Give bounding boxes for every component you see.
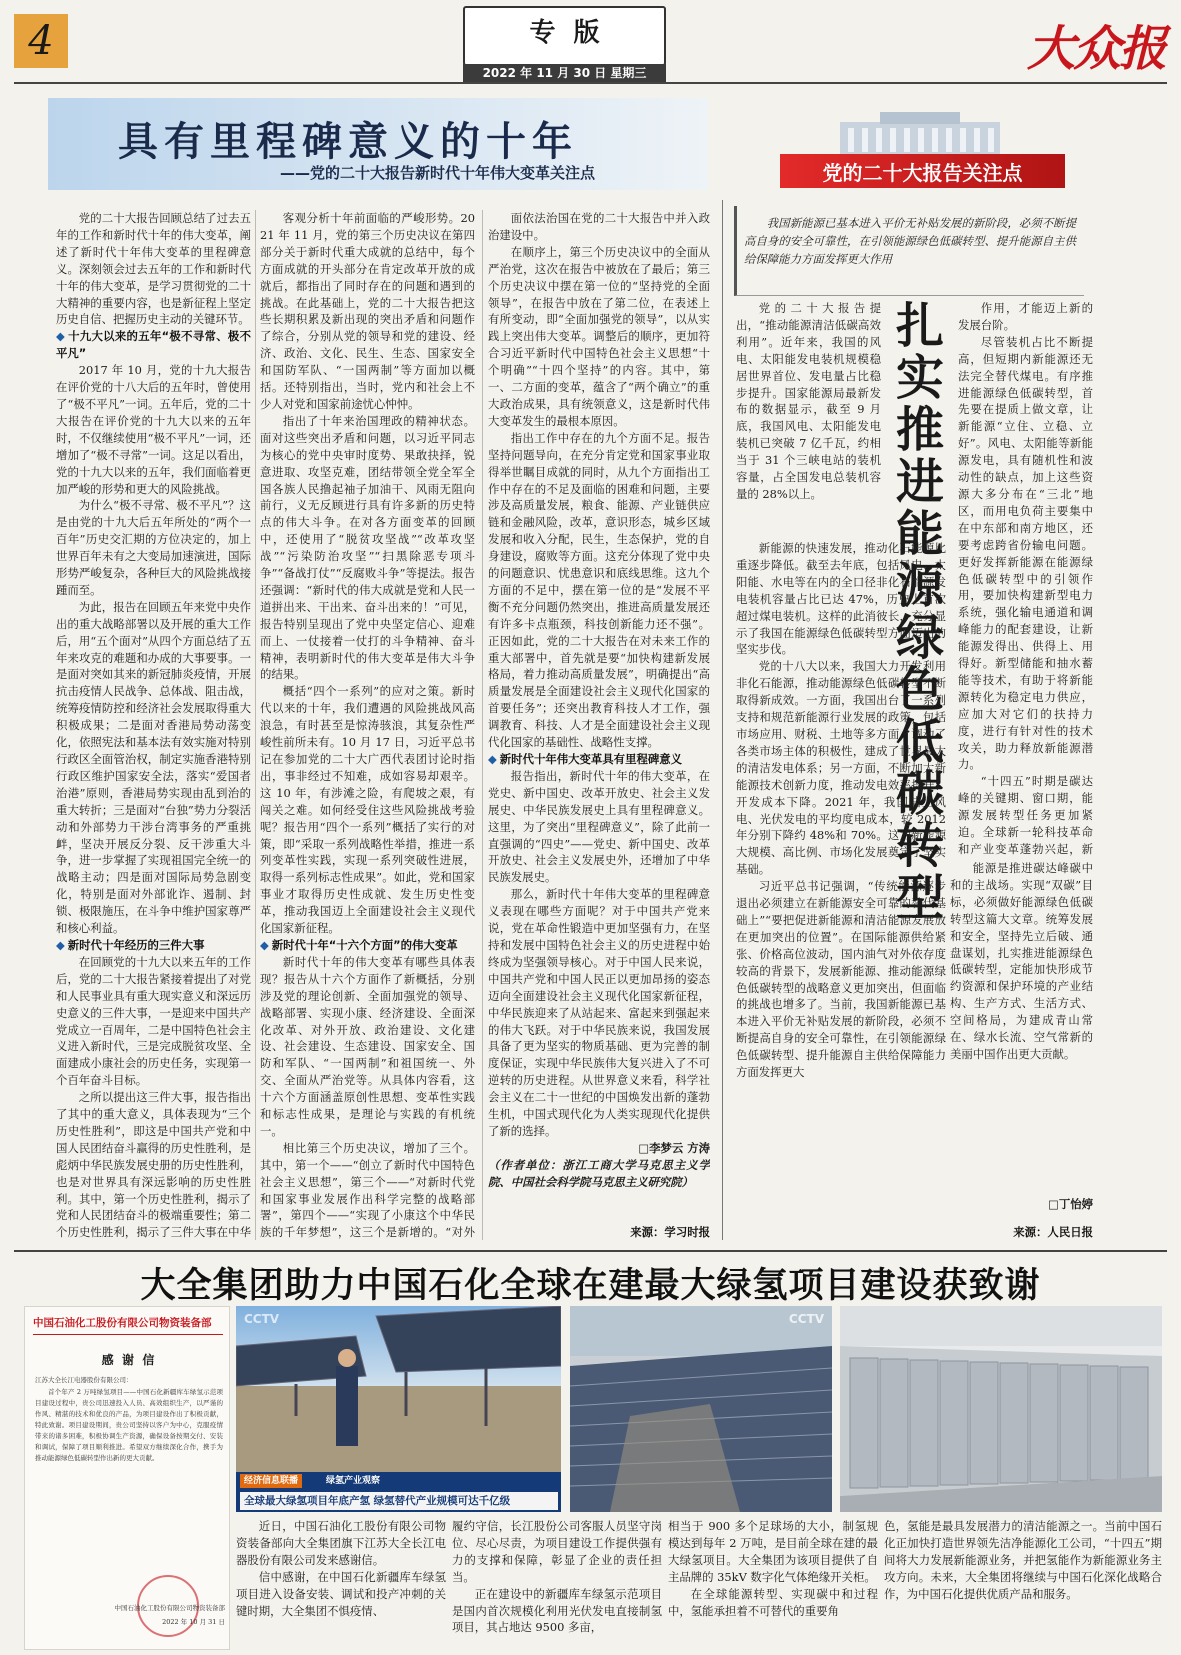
feature-headline: 大全集团助力中国石化全球在建最大绿氢项目建设获致谢 xyxy=(140,1266,1041,1306)
title-character: 能 xyxy=(895,506,944,562)
letter-org-header: 中国石油化工股份有限公司物资装备部 xyxy=(33,1315,223,1335)
paragraph: 指出了十年来治国理政的精神状态。面对这些突出矛盾和问题，以习近平同志为核心的党中央审时度势、果敢抉择，锐意进取、攻坚克难，团结带领全党全军全国各族人民撸起袖子加油干、风雨无阻向前行，义无反顾进行具有许多新的历史特点的伟大斗争。在对各方面变革的回顾中，还使用了“脱贫攻坚战”“改革攻坚战”“污染防治攻坚”“扫黑除恶专项斗争”“备战打仗”“反腐败斗争”等提法。报告还强调：“新时代的伟大成就是党和人民一道拼出来、干出来、奋斗出来的！”可见，报告特别呈现出了党中央坚定信心、迎难而上、一仗接着一仗打的斗争精神、奋斗精神，表明新时代的伟大变革是伟大斗争的结果。 xyxy=(260,413,475,682)
solar-field-image xyxy=(236,1306,561,1472)
switchgear-cabinets-image xyxy=(840,1306,1162,1512)
paragraph: 尽管装机占比不断提高，但短期内新能源还无法完全替代煤电。有序推进能源绿色低碳转型，首先要在提质上做文章，让新能源“立住、立稳、立好”。风电、太阳能等新能源发电，具有随机性和波动性的缺点，加上这些资源大多分布在“三北”地区，而用电负荷主要集中在中东部和南方地区，还要考虑跨省份输电问题。更好发挥新能源在能源绿色低碳转型中的引领作用，要加快构建新型电力系统，强化输电通道和调峰能力的配套建设，让新能源发得出、供得上、用得好。新型储能和抽水蓄能等技术，有助于将新能源转化为稳定电力供应，应加大对它们的扶持力度，进行有针对性的技术攻关，助力释放新能源潜力。 xyxy=(958,334,1093,772)
article1-column-1 xyxy=(56,210,251,1240)
article2-credit: 来源：人民日报 xyxy=(1013,1225,1093,1239)
paragraph: 指出工作中存在的九个方面不足。报告坚持问题导向，在充分肯定党和国家事业取得举世瞩目成就的同时，从九个方面指出工作中存在的不足及面临的困难和问题，主要涉及高质量发展，粮食、能源、产业链供应链和金融风险，改革，意识形态，城乡区域发展和收入分配，民生，生态保护，党的自身建设，腐败等方面。这充分体现了党中央的问题意识、忧患意识和底线思维。这九个方面的不足中，摆在第一位的是“发展不平衡不充分问题仍然突出，推进高质量发展还有许多卡点瓶颈，科技创新能力还不强”。正因如此，党的二十大报告在对未来工作的重大部署中，首先就是要“加快构建新发展格局，着力推动高质量发展”，明确提出“高质量发展是全面建设社会主义现代化国家的首要任务”；还突出教育科技人才工作，强调教育、科技、人才是全面建设社会主义现代化国家的基础性、战略性支撑。 xyxy=(488,430,710,750)
feature-column-4 xyxy=(884,1518,1162,1650)
page-number-box xyxy=(14,14,68,68)
letter-body: 首个年产 2 万吨绿氢项目——中国石化新疆库车绿氢示范项目建设过程中，贵公司迅速投入人员、高效组织生产，以严谨的作风、精湛的技术和优良的产品，为项目建设作出了积极贡献，特此致谢。项目建设期间，贵公司坚持以客户为中心，克服疫情带来的诸多困难，积极协调生产资源，确保设备按期交付、安装和调试，保障了项目顺利推进。希望双方继续深化合作，携手为推动能源绿色低碳转型作出新的更大贡献。 xyxy=(35,1388,223,1462)
byline: □李梦云 方涛 xyxy=(638,1140,710,1155)
column-divider xyxy=(482,210,483,1240)
article2-byline: □丁怡婷 xyxy=(1048,1197,1093,1211)
paragraph: 新能源的快速发展，推动化石能源比重逐步降低。截至去年底，包括风电、太阳能、水电等在内的全口径非化石能源发电装机容量占比已达 47%，历史上首次超过煤电装机。这样的此消彼长，充分显示了我国在能源绿色低碳转型方面迈出的坚实步伐。 xyxy=(736,541,946,657)
article2-column-1-continued xyxy=(736,540,946,1240)
letter-closing: 中国石油化工股份有限公司物资装备部 xyxy=(114,1604,225,1612)
paragraph: 习近平总书记强调，“传统能源逐步退出必须建立在新能源安全可靠的替代基础上”“要把促进新能源和清洁能源发展放在更加突出的位置”。在国际能源供给紧张、价格高位波动，国内油气对外依存度较高的背景下，发展新能源、推动能源绿色低碳转型的战略意义更加突出，但面临的挑战也增多了。当前，我国新能源已基本进入平价无补贴发展的新阶段，必须不断提高自身的安全可靠性，在引领能源绿色低碳转型、提升能源自主供给保障能力方面发挥更大 xyxy=(736,879,946,1080)
feature-column-1 xyxy=(236,1518,446,1650)
paragraph: “十四五”时期是碳达峰的关键期、窗口期，能源发展转型任务更加紧迫。全球新一轮科技革命和产业变革蓬勃兴起，新 xyxy=(958,774,1093,856)
title-character: 源 xyxy=(895,558,944,614)
subheading xyxy=(488,751,710,768)
diamond-bullet-icon: ◆ xyxy=(56,937,65,952)
banner-title: 具有里程碑意义的十年 xyxy=(118,118,578,165)
paragraph-continued: 相当于 900 多个足球场的大小，制氢规模达到每年 2 万吨，是目前全球在建的最大绿氢项目。大全集团为该项目提供了自主品牌的 35kV 数字化气体绝缘开关柜。 xyxy=(668,1519,878,1584)
great-hall-icon xyxy=(820,104,1020,160)
photo2-watermark: CCTV xyxy=(788,1312,824,1326)
paragraph: 作用，才能迈上新的发展台阶。 xyxy=(958,301,1093,332)
title-character: 型 xyxy=(895,870,944,926)
paragraph: 相比第三个历史决议，增加了三个。其中，第一个——“创立了新时代中国特色社会主义思想”，第三个——“对新时代党和国家事业发展作出科学完整的战略部署”，第四个——“实现了小康这个中华民族的千年梦想”，这三个是新增的。“对外 xyxy=(260,1140,475,1240)
article1-credit: 来源：学习时报 xyxy=(630,1225,710,1239)
title-character: 低 xyxy=(895,714,944,770)
aerial-solar-image xyxy=(570,1306,832,1512)
section-divider xyxy=(722,200,723,1240)
header-rule xyxy=(14,82,1167,84)
subheading-text: 新时代十年“十六个方面”的伟大变革 xyxy=(271,937,458,952)
issue-date: 2022 年 11 月 30 日 星期三 xyxy=(463,64,666,82)
paragraph: 信中感谢，在中国石化新疆库车绿氢项目进入设备安装、调试和投产冲刺的关键时期，大全集团不惧疫情、 xyxy=(236,1569,446,1618)
article2-column-2 xyxy=(958,300,1093,860)
article2-lead: 我国新能源已基本进入平价无补贴发展的新阶段，必须不断提高自身的安全可靠性，在引领能源绿色低碳转型、提升能源自主供给保障能力方面发挥更大作用 xyxy=(744,216,1076,266)
paragraph-continued: 色，氢能是最具发展潜力的清洁能源之一。当前中国石化正加快打造世界领先洁净能源化工公司，“十四五”期间将大力发展新能源业务，并把氢能作为新能源业务主攻方向。未来，大全集团将继续与中国石化深化战略合作，为中国石化提供优质产品和服务。 xyxy=(884,1519,1162,1601)
thank-you-letter xyxy=(24,1306,230,1650)
building-graphic xyxy=(820,104,1020,160)
photo1-watermark: CCTV xyxy=(244,1312,280,1326)
paragraph: 之所以提出这三件大事，报告指出了其中的重大意义，具体表现为“三个历史性胜利”，即这是中国共产党和中国人民团结奋斗赢得的历史性胜利，是彪炳中华民族发展史册的历史性胜利，也是对世界具有深远影响的历史性胜利。其中，第一个历史性胜利，揭示了党和人民团结奋斗的极端重要性；第二个历史性胜利，揭示了三件大事在中华 xyxy=(56,1090,251,1240)
diamond-bullet-icon: ◆ xyxy=(56,329,66,344)
author-affiliation: （作者单位：浙江工商大学马克思主义学院、中国社会科学院马克思主义研究院） xyxy=(488,1157,710,1189)
article1-column-2 xyxy=(260,210,475,1240)
subheading xyxy=(56,328,251,362)
news-ticker xyxy=(236,1472,561,1512)
ticker-topic: 绿氢产业观察 xyxy=(326,1476,381,1486)
ticker-caption: 全球最大绿氢项目年底产氢 绿氢替代产业规模可达千亿级 xyxy=(240,1492,558,1510)
paragraph: 在顺序上，第三个历史决议中的全面从严治党，这次在报告中被放在了最后；第三个历史决议中摆在第一位的“坚持党的全面领导”，在报告中放在了第二位，在表述上有所变动，即“全面加强党的领导”，以从实践上突出伟大变革。调整后的顺序，更加符合习近平新时代中国特色社会主义思想“十个明确”“十四个坚持”的内容。其中，第一、二方面的变革，蕴含了“两个确立”的重大政治成果，具有统领意义，这是新时代伟大变革发生的最根本原因。 xyxy=(488,244,710,428)
letter-date: 2022 年 10 月 31 日 xyxy=(162,1618,225,1626)
title-character: 实 xyxy=(895,350,944,406)
paragraph: 报告指出，新时代十年的伟大变革，在党史、新中国史、改革开放史、社会主义发展史、中华民族发展史上具有里程碑意义。这里，为了突出“里程碑意义”，除了此前一直强调的“四史”——党史、新中国史、改革开放史、社会主义发展史外，还增加了中华民族发展史。 xyxy=(488,768,710,885)
subheading xyxy=(260,937,475,954)
feature-column-3 xyxy=(668,1518,878,1650)
feature-column-2 xyxy=(452,1518,662,1650)
title-character: 转 xyxy=(895,818,944,874)
paragraph: 客观分析十年前面临的严峻形势。2021 年 11 月，党的第三个历史决议在第四部分关于新时代重大成就的总结中，每个方面成就的开头部分在肯定改革开放的成就后，都指出了同时存在的问题和遇到的挑战。在此基础上，党的二十大报告把这些长期积累及新出现的突出矛盾和问题作了综合，分别从党的领导和党的建设、经济、政治、文化、民生、生态、国家安全和国防军队、“一国两制”等方面加以概括。还特别指出，当时，党内和社会上不少人对党和国家前途忧心忡忡。 xyxy=(260,211,475,411)
paragraph: 正在建设中的新疆库车绿氢示范项目是国内首次规模化利用光伏发电直接制氢项目，其占地达 9500 多亩， xyxy=(452,1586,662,1635)
paragraph: 能源是推进碳达峰碳中和的主战场。实现“双碳”目标，必须做好能源绿色低碳转型这篇大文章。统筹发展和安全，坚持先立后破、通盘谋划，扎实推进能源绿色低碳转型，定能加快形成节约资源和保护环境的产业结构、生产方式、生活方式、空间格局，为建成青山常在、绿水长流、空气常新的美丽中国作出更大贡献。 xyxy=(950,861,1093,1061)
paragraph: 党的二十大报告回顾总结了过去五年的工作和新时代十年的伟大变革，阐述了新时代十年伟大变革的里程碑意义。深刻领会过去五年的工作和新时代十年的伟大变革，是学习贯彻党的二十大精神的重要内容，也是新征程上坚定历史自信、把握历史主动的关键环节。 xyxy=(56,211,251,327)
ticker-tag: 经济信息联播 xyxy=(240,1474,302,1488)
subheading-text: 十九大以来的五年“极不寻常、极不平凡” xyxy=(56,329,251,361)
letter-title: 感 谢 信 xyxy=(101,1353,155,1367)
paragraph: 概括“四个一系列”的应对之策。新时代以来的十年，我们遭遇的风险挑战风高浪急，有时甚至是惊涛骇浪，其复杂性严峻性前所未有。10 月 17 日，习近平总书记在参加党的二十大广西代表团讨论时指出，事非经过不知难，成如容易却艰辛。这 10 年，有涉滩之险，有爬坡之艰，有闯关之难。如何经受住这些风险挑战考验呢？报告用“四个一系列”概括了实行的对策，即“采取一系列战略性举措，推进一系列变革性实践，实现一系列突破性进展，取得一系列标志性成果”。如此，党和国家事业才取得历史性成就、发生历史性变革，推动我国迈上全面建设社会主义现代化国家新征程。 xyxy=(260,684,475,936)
title-character: 碳 xyxy=(895,766,944,822)
title-character: 进 xyxy=(895,454,944,510)
paragraph: 近日，中国石油化工股份有限公司物资装备部向大全集团旗下江苏大全长江电器股份有限公司发来感谢信。 xyxy=(236,1519,446,1567)
banner-subtitle: ——党的二十大报告新时代十年伟大变革关注点 xyxy=(280,164,596,182)
paragraph: 2017 年 10 月，党的十九大报告在评价党的十八大后的五年时，曾使用了“极不平凡”一词。五年后，党的二十大报告在评价党的十九大以来的五年时，不仅继续使用“极不平凡”一词，还增加了“极不寻常”一词。这足以看出，党的十九大以来的五年，我们面临着更加严峻的形势和更大的风险挑战。 xyxy=(56,363,251,496)
solar-news-photo xyxy=(236,1306,561,1472)
paragraph: 在回顾党的十九大以来五年的工作后，党的二十大报告紧接着提出了对党和人民事业具有重大现实意义和深远历史意义的三件大事，一是迎来中国共产党成立一百周年，二是中国特色社会主义进入新时代，三是完成脱贫攻坚、全面建成小康社会的历史任务，实现第一个百年奋斗目标。 xyxy=(56,954,251,1088)
column-divider xyxy=(255,210,256,1240)
title-character: 绿 xyxy=(895,610,944,666)
subheading xyxy=(56,937,251,954)
paragraph: 那么，新时代十年伟大变革的里程碑意义表现在哪些方面呢？对于中国共产党来说，党在革命性锻造中更加坚强有力，在坚持和发展中国特色社会主义的历史进程中始终成为坚强领导核心。对于中国人民来说，中国共产党和中国人民正以更加昂扬的姿态迈向全面建设社会主义现代化国家新征程，中华民族迎来了从站起来、富起来到强起来的伟大飞跃。对于中华民族来说，我国发展具备了更为坚实的物质基础、更为完善的制度保证，实现中华民族伟大复兴进入了不可逆转的历史进程。从世界意义来看，科学社会主义在二十一世纪的中国焕发出新的蓬勃生机，中国式现代化为人类实现现代化提供了新的选择。 xyxy=(488,887,710,1138)
paragraph: 党的十八大以来，我国大力开发利用非化石能源，推动能源绿色低碳转型不断取得新成效。一方面，我国出台了一系列支持和规范新能源行业发展的政策，包括市场应用、财税、土地等多方面，调动了各类市场主体的积极性，建成了世界最大的清洁发电体系；另一方面，不断加大新能源技术创新力度，推动发电效率提升、开发成本下降。2021 年，我国陆上风电、光伏发电的平均度电成本，较 2012 年分别下降约 48%和 70%。这为新能源大规模、高比例、市场化发展奠定了坚实基础。 xyxy=(736,659,946,877)
paragraph: 面依法治国在党的二十大报告中并入政治建设中。 xyxy=(488,211,710,242)
page-number: 4 xyxy=(28,18,54,64)
title-character: 推 xyxy=(895,402,944,458)
paragraph: 在全球能源转型、实现碳中和过程中，氢能承担着不可替代的重要角 xyxy=(668,1586,878,1618)
newspaper-logo: 大众报 xyxy=(1026,21,1165,77)
subheading-text: 新时代十年经历的三件大事 xyxy=(67,937,205,952)
paragraph-continued: 履约守信，长江股份公司客服人员坚守岗位、尽心尽责，为项目建设工作提供强有力的支撑和保障，彰显了企业的责任担当。 xyxy=(452,1519,662,1584)
article2-column-2-continued xyxy=(950,860,1093,1172)
article1-column-3 xyxy=(488,210,710,1220)
letter-salutation: 江苏大全长江电器股份有限公司： xyxy=(35,1376,133,1384)
section-label: 专 版 xyxy=(529,18,600,48)
paragraph: 为什么“极不寻常、极不平凡”？这是由党的十九大后五年所处的“两个一百年”历史交汇期的方位决定的，加上世界百年未有之大变局加速演进，国际形势严峻复杂，各种巨大的风险挑战接踵而至。 xyxy=(56,498,251,597)
title-character: 色 xyxy=(895,662,944,718)
diamond-bullet-icon: ◆ xyxy=(488,752,497,766)
paragraph: 党的二十大报告提出，“推动能源清洁低碳高效利用”。近年来，我国的风电、太阳能发电装机规模稳居世界首位、发电量占比稳步提升。国家能源局最新发布的数据显示，截至 9 月底，我国风电、太阳能发电装机已突破 7 亿千瓦，约相当于 31 个三峡电站的装机容量，占全国发电总装机容量的 28%以上。 xyxy=(736,301,881,501)
subheading-text: 新时代十年伟大变革具有里程碑意义 xyxy=(499,752,683,766)
section-rule xyxy=(14,1250,1167,1252)
paragraph: 为此，报告在回顾五年来党中央作出的重大战略部署以及开展的重大工作后，用“五个面对”从四个方面总结了五年来攻克的难题和办成的大事要事。一是面对突如其来的新冠肺炎疫情，开展抗击疫情人民战争、总体战、阻击战，统筹疫情防控和经济社会发展取得重大积极成果；二是面对香港局势动荡变化，依照宪法和基本法有效实施对特别行政区全面管治权，制定实施香港特别行政区维护国家安全法，落实“爱国者治港”原则，香港局势实现由乱到治的重大转折；三是面对“台独”势力分裂活动和外部势力干涉台湾事务的严重挑衅，坚决开展反分裂、反干涉重大斗争，进一步掌握了实现祖国完全统一的战略主动；四是面对国际局势急剧变化，特别是面对外部讹诈、遏制、封锁、极限施压，在斗争中维护国家尊严和核心利益。 xyxy=(56,599,251,936)
paragraph: 新时代十年的伟大变革有哪些具体表现？报告从十六个方面作了新概括，分别涉及党的理论创新、全面加强党的领导、战略部署、实现小康、经济建设、全面深化改革、对外开放、政治建设、文化建设、社会建设、生态建设、国家安全、国防和军队、“一国两制”和祖国统一、外交、全面从严治党等。从具体内容看，这十六个方面涵盖原创性思想、变革性实践和标志性成果，是理论与实践的有机统一。 xyxy=(260,954,475,1138)
switchgear-photo xyxy=(840,1306,1162,1512)
article2-column-1 xyxy=(736,300,881,540)
aerial-solar-photo xyxy=(570,1306,832,1512)
topic-badge-label: 党的二十大报告关注点 xyxy=(822,161,1023,185)
diamond-bullet-icon: ◆ xyxy=(260,937,269,952)
title-character: 扎 xyxy=(895,298,944,354)
